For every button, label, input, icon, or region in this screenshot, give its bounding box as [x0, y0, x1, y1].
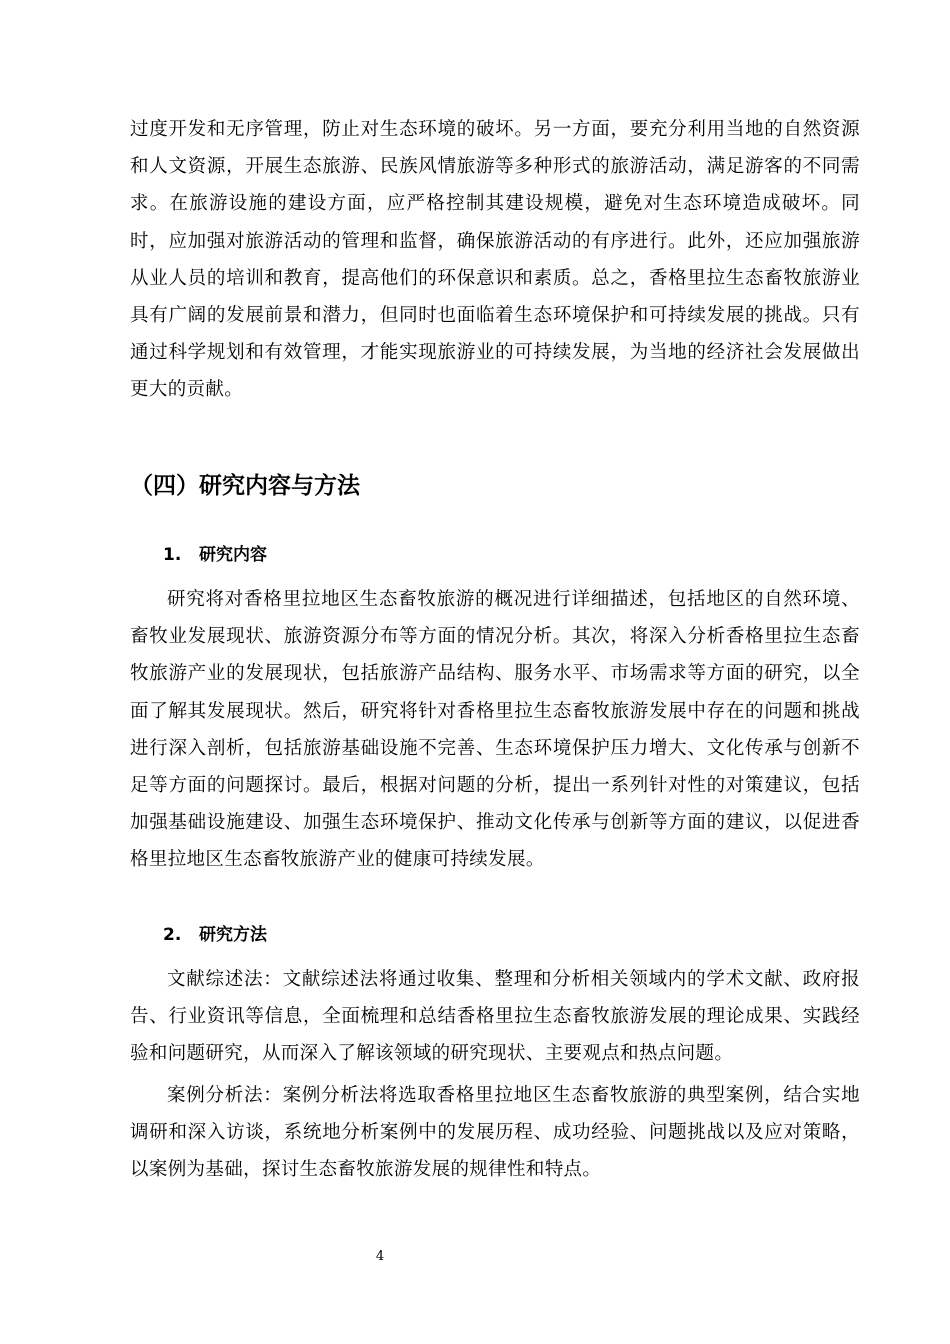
subsection-title: 研究内容 — [199, 545, 267, 565]
body-paragraph-1: 过度开发和无序管理，防止对生态环境的破坏。另一方面，要充分利用当地的自然资源和人文资源，开展生态旅游、民族风情旅游等多种形式的旅游活动，满足游客的不同需求。在旅游设施的建设方面，应严格控制其建设规模，避免对生态环境造成破坏。同时，应加强对旅游活动的管理和监督，确保旅游活动的有序进行。此外，还应加强旅游从业人员的培训和教育，提高他们的环保意识和素质。总之，香格里拉生态畜牧旅游业具有广阔的发展前景和潜力，但同时也面临着生态环境保护和可持续发展的挑战。只有通过科学规划和有效管理，才能实现旅游业的可持续发展，为当地的经济社会发展做出更大的贡献。 — [130, 119, 860, 401]
subsection-number: 2. — [163, 925, 182, 945]
subsection-number: 1. — [163, 545, 182, 565]
body-paragraph-4: 案例分析法：案例分析法将选取香格里拉地区生态畜牧旅游的典型案例，结合实地调研和深入访谈，系统地分析案例中的发展历程、成功经验、问题挑战以及应对策略，以案例为基础，探讨生态畜牧旅游发展的规律性和特点。 — [130, 1085, 860, 1181]
subsection-heading-1 — [163, 540, 267, 570]
subsection-heading-2 — [163, 920, 267, 950]
page-number: 4 — [375, 1249, 385, 1264]
subsection-title: 研究方法 — [199, 925, 267, 945]
body-paragraph-3: 文献综述法：文献综述法将通过收集、整理和分析相关领域内的学术文献、政府报告、行业资讯等信息，全面梳理和总结香格里拉生态畜牧旅游发展的理论成果、实践经验和问题研究，从而深入了解该领域的研究现状、主要观点和热点问题。 — [130, 969, 860, 1065]
section-heading: （四）研究内容与方法 — [130, 473, 360, 499]
body-paragraph-2: 研究将对香格里拉地区生态畜牧旅游的概况进行详细描述，包括地区的自然环境、畜牧业发展现状、旅游资源分布等方面的情况分析。其次，将深入分析香格里拉生态畜牧旅游产业的发展现状，包括旅游产品结构、服务水平、市场需求等方面的研究，以全面了解其发展现状。然后，研究将针对香格里拉生态畜牧旅游发展中存在的问题和挑战进行深入剖析，包括旅游基础设施不完善、生态环境保护压力增大、文化传承与创新不足等方面的问题探讨。最后，根据对问题的分析，提出一系列针对性的对策建议，包括加强基础设施建设、加强生态环境保护、推动文化传承与创新等方面的建议，以促进香格里拉地区生态畜牧旅游产业的健康可持续发展。 — [130, 589, 860, 871]
